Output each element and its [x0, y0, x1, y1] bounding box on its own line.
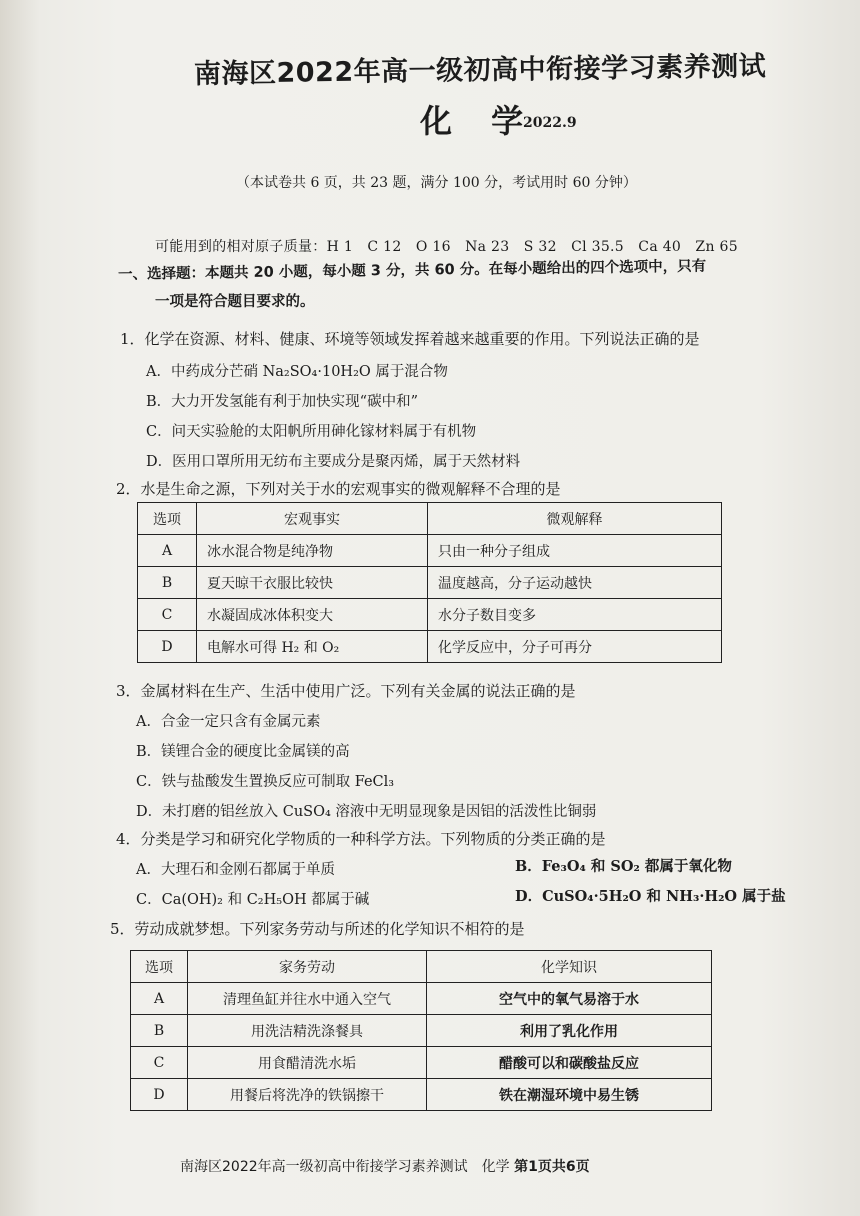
- table-cell: D: [131, 1079, 188, 1111]
- section-heading-cont: 一项是符合题目要求的。: [155, 294, 315, 310]
- table-cell: B: [131, 1015, 188, 1047]
- table-cell: 空气中的氧气易溶于水: [427, 983, 712, 1015]
- exam-info: （本试卷共 6 页，共 23 题，满分 100 分，考试用时 60 分钟）: [236, 175, 637, 191]
- question-5-table: [130, 950, 712, 1111]
- exam-date: 2022.9: [523, 115, 577, 131]
- question-3-option-d: D．未打磨的铝丝放入 CuSO₄ 溶液中无明显现象是因铝的活泼性比铜弱: [136, 804, 597, 820]
- question-4-option-a: A．大理石和金刚石都属于单质: [136, 862, 335, 878]
- table-cell: 只由一种分子组成: [428, 535, 722, 567]
- table-header-cell: 选项: [131, 951, 188, 983]
- table-cell: C: [131, 1047, 188, 1079]
- table-cell: 用洗洁精洗涤餐具: [188, 1015, 427, 1047]
- question-4-stem: 4．分类是学习和研究化学物质的一种科学方法。下列物质的分类正确的是: [116, 830, 606, 848]
- question-3-option-b: B．镁锂合金的硬度比金属镁的高: [136, 744, 350, 760]
- question-2-table: [137, 502, 722, 663]
- table-cell: 化学反应中，分子可再分: [428, 631, 722, 663]
- exam-title: 南海区2022年高一级初高中衔接学习素养测试: [193, 51, 767, 90]
- question-4-option-c: C．Ca(OH)₂ 和 C₂H₅OH 都属于碱: [136, 892, 370, 908]
- table-header-row: [131, 951, 712, 983]
- table-row: [131, 1015, 712, 1047]
- page-number: 第1页共6页: [514, 1159, 590, 1175]
- question-4-option-b: B．Fe₃O₄ 和 SO₂ 都属于氧化物: [515, 858, 732, 875]
- subject-title: 化 学: [420, 102, 538, 140]
- page-footer: [180, 1156, 590, 1176]
- atomic-masses: 可能用到的相对原子质量：H 1 C 12 O 16 Na 23 S 32 Cl 35.5 Ca 40 Zn 65: [155, 239, 738, 255]
- table-header-cell: 选项: [138, 503, 197, 535]
- table-header-row: [138, 503, 722, 535]
- table-header-cell: 微观解释: [428, 503, 722, 535]
- table-cell: B: [138, 567, 197, 599]
- question-3-option-c: C．铁与盐酸发生置换反应可制取 FeCl₃: [136, 774, 395, 790]
- table-cell: 电解水可得 H₂ 和 O₂: [197, 631, 428, 663]
- table-cell: 冰水混合物是纯净物: [197, 535, 428, 567]
- table-cell: A: [131, 983, 188, 1015]
- table-cell: 水分子数目变多: [428, 599, 722, 631]
- table-row: [138, 567, 722, 599]
- question-2-stem: 2．水是生命之源，下列对关于水的宏观事实的微观解释不合理的是: [116, 480, 561, 498]
- question-1-stem: 1．化学在资源、材料、健康、环境等领域发挥着越来越重要的作用。下列说法正确的是: [120, 330, 700, 348]
- table-header-cell: 化学知识: [427, 951, 712, 983]
- table-row: [138, 535, 722, 567]
- question-3-stem: 3．金属材料在生产、生活中使用广泛。下列有关金属的说法正确的是: [116, 682, 576, 700]
- table-row: [131, 983, 712, 1015]
- table-row: [131, 1047, 712, 1079]
- footer-text: 南海区2022年高一级初高中衔接学习素养测试 化学: [180, 1159, 510, 1175]
- question-1-option-d: D．医用口罩所用无纺布主要成分是聚丙烯，属于天然材料: [146, 454, 521, 470]
- table-cell: 清理鱼缸并往水中通入空气: [188, 983, 427, 1015]
- table-cell: 醋酸可以和碳酸盐反应: [427, 1047, 712, 1079]
- table-cell: 温度越高，分子运动越快: [428, 567, 722, 599]
- question-1-option-b: B．大力开发氢能有利于加快实现“碳中和”: [146, 394, 418, 410]
- table-cell: 夏天晾干衣服比较快: [197, 567, 428, 599]
- table-cell: 用餐后将洗净的铁锅擦干: [188, 1079, 427, 1111]
- table-header-cell: 家务劳动: [188, 951, 427, 983]
- question-5-stem: 5．劳动成就梦想。下列家务劳动与所述的化学知识不相符的是: [110, 920, 525, 938]
- table-cell: A: [138, 535, 197, 567]
- table-cell: 铁在潮湿环境中易生锈: [427, 1079, 712, 1111]
- table-header-cell: 宏观事实: [197, 503, 428, 535]
- table-cell: 用食醋清洗水垢: [188, 1047, 427, 1079]
- table-cell: D: [138, 631, 197, 663]
- question-4-option-d: D．CuSO₄·5H₂O 和 NH₃·H₂O 属于盐: [515, 888, 786, 905]
- table-cell: 利用了乳化作用: [427, 1015, 712, 1047]
- table-row: [131, 1079, 712, 1111]
- table-row: [138, 631, 722, 663]
- question-3-option-a: A．合金一定只含有金属元素: [136, 714, 321, 730]
- section-heading: 一、选择题：本题共 20 小题，每小题 3 分，共 60 分。在每小题给出的四个选项中，只有: [117, 258, 707, 283]
- question-1-option-c: C．问天实验舱的太阳帆所用砷化镓材料属于有机物: [146, 424, 477, 440]
- table-row: [138, 599, 722, 631]
- question-1-option-a: A．中药成分芒硝 Na₂SO₄·10H₂O 属于混合物: [146, 364, 448, 380]
- table-cell: 水凝固成冰体积变大: [197, 599, 428, 631]
- table-cell: C: [138, 599, 197, 631]
